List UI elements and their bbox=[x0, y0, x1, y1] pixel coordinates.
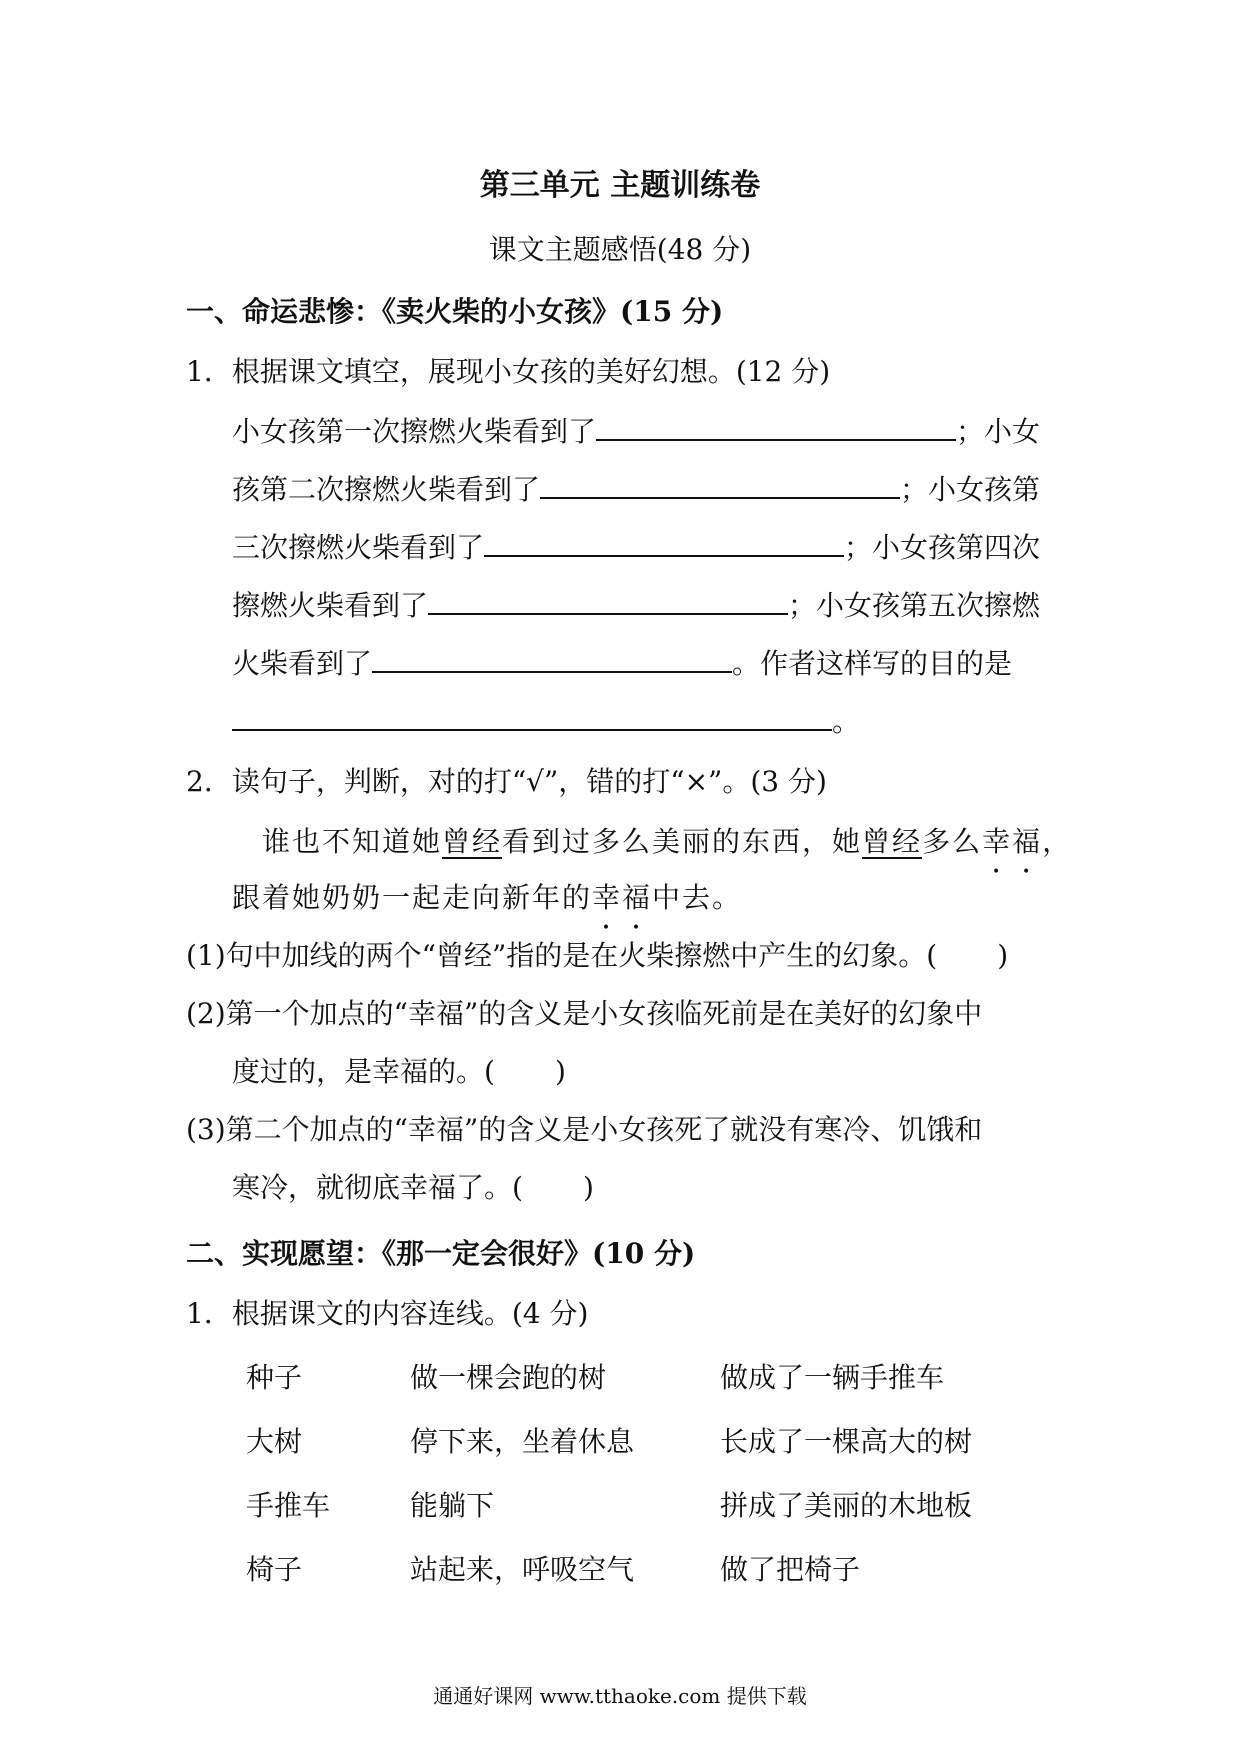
text: 三次擦燃火柴看到了 bbox=[232, 531, 485, 564]
match-left-1[interactable]: 种子 bbox=[246, 1361, 303, 1394]
fill-blank-5[interactable] bbox=[372, 647, 732, 673]
section-1-heading: 一、命运悲惨：《卖火柴的小女孩》(15 分) bbox=[186, 295, 724, 328]
text: 寒冷，就彻底幸福了。( bbox=[232, 1171, 523, 1204]
section-2-heading: 二、实现愿望：《那一定会很好》(10 分) bbox=[186, 1237, 696, 1270]
match-right-4[interactable]: 做了把椅子 bbox=[720, 1553, 861, 1586]
text: 多么 bbox=[922, 825, 983, 858]
text: ；小女孩第四次 bbox=[844, 531, 1041, 564]
statement-2b bbox=[232, 1050, 566, 1090]
s1-q1-line-4 bbox=[232, 584, 1040, 624]
fill-blank-2[interactable] bbox=[540, 473, 900, 499]
match-left-2[interactable]: 大树 bbox=[246, 1425, 303, 1458]
match-left-4[interactable]: 椅子 bbox=[246, 1553, 303, 1586]
text: ；小女孩第五次擦燃 bbox=[788, 589, 1041, 622]
text: 。 bbox=[832, 705, 861, 738]
match-left-3[interactable]: 手推车 bbox=[246, 1489, 331, 1522]
match-mid-2[interactable]: 停下来，坐着休息 bbox=[410, 1425, 635, 1458]
text: 火柴看到了 bbox=[232, 647, 373, 680]
statement-3a: (3)第二个加点的“幸福”的含义是小女孩死了就没有寒冷、饥饿和 bbox=[186, 1113, 983, 1146]
footer-credit: 通通好课网 www.tthaoke.com 提供下载 bbox=[433, 1684, 807, 1708]
dotted-char: 福 bbox=[622, 881, 653, 914]
page-title: 第三单元 主题训练卷 bbox=[479, 168, 761, 203]
s1-q1-line-1 bbox=[232, 410, 1040, 450]
text: ) bbox=[582, 1171, 594, 1204]
text: ；小女孩第 bbox=[900, 473, 1041, 506]
fill-blank-6[interactable] bbox=[232, 705, 832, 731]
text: ) bbox=[554, 1055, 566, 1088]
text: 跟着她奶奶一起走向新年的 bbox=[232, 881, 593, 914]
match-right-1[interactable]: 做成了一辆手推车 bbox=[720, 1361, 945, 1394]
text: (1)句中加线的两个“曾经”指的是在火柴擦燃中产生的幻象。( bbox=[186, 939, 938, 972]
text: 擦燃火柴看到了 bbox=[232, 589, 429, 622]
s1-q2-prompt: 2．读句子，判断，对的打“√”，错的打“×”。(3 分) bbox=[186, 765, 827, 798]
text: ) bbox=[997, 939, 1009, 972]
statement-1 bbox=[186, 934, 1008, 974]
fill-blank-3[interactable] bbox=[484, 531, 844, 557]
text: 看到过多么美丽的东西，她 bbox=[502, 825, 863, 858]
underlined-word: 曾经 bbox=[862, 825, 923, 858]
s1-q1-line-3 bbox=[232, 526, 1040, 566]
dotted-char: 福 bbox=[1012, 825, 1043, 858]
match-mid-4[interactable]: 站起来，呼吸空气 bbox=[410, 1553, 635, 1586]
match-right-3[interactable]: 拼成了美丽的木地板 bbox=[720, 1489, 973, 1522]
text: 小女孩第一次擦燃火柴看到了 bbox=[232, 415, 597, 448]
text: 。作者这样写的目的是 bbox=[732, 647, 1013, 680]
quote-line-2 bbox=[232, 876, 742, 916]
fill-blank-4[interactable] bbox=[428, 589, 788, 615]
s1-q1-prompt: 1．根据课文填空，展现小女孩的美好幻想。(12 分) bbox=[186, 355, 831, 388]
s1-q1-line-2 bbox=[232, 468, 1040, 508]
match-mid-3[interactable]: 能躺下 bbox=[410, 1489, 495, 1522]
text: 中去。 bbox=[652, 881, 743, 914]
text: 谁也不知道她 bbox=[262, 825, 443, 858]
text: ；小女 bbox=[956, 415, 1041, 448]
dotted-char: 幸 bbox=[592, 881, 623, 914]
s1-q1-line-6 bbox=[232, 700, 860, 740]
dotted-char: 幸 bbox=[982, 825, 1013, 858]
page-subtitle: 课文主题感悟(48 分) bbox=[488, 233, 752, 266]
s1-q1-line-5 bbox=[232, 642, 1012, 682]
statement-3b bbox=[232, 1166, 594, 1206]
statement-2a: (2)第一个加点的“幸福”的含义是小女孩临死前是在美好的幻象中 bbox=[186, 997, 983, 1030]
quote-line-1 bbox=[262, 820, 1072, 860]
text: 度过的，是幸福的。( bbox=[232, 1055, 495, 1088]
s2-q1-prompt: 1．根据课文的内容连线。(4 分) bbox=[186, 1297, 589, 1330]
underlined-word: 曾经 bbox=[442, 825, 503, 858]
match-mid-1[interactable]: 做一棵会跑的树 bbox=[410, 1361, 607, 1394]
text: 孩第二次擦燃火柴看到了 bbox=[232, 473, 541, 506]
text: ， bbox=[1042, 825, 1073, 858]
fill-blank-1[interactable] bbox=[596, 415, 956, 441]
match-right-2[interactable]: 长成了一棵高大的树 bbox=[720, 1425, 973, 1458]
